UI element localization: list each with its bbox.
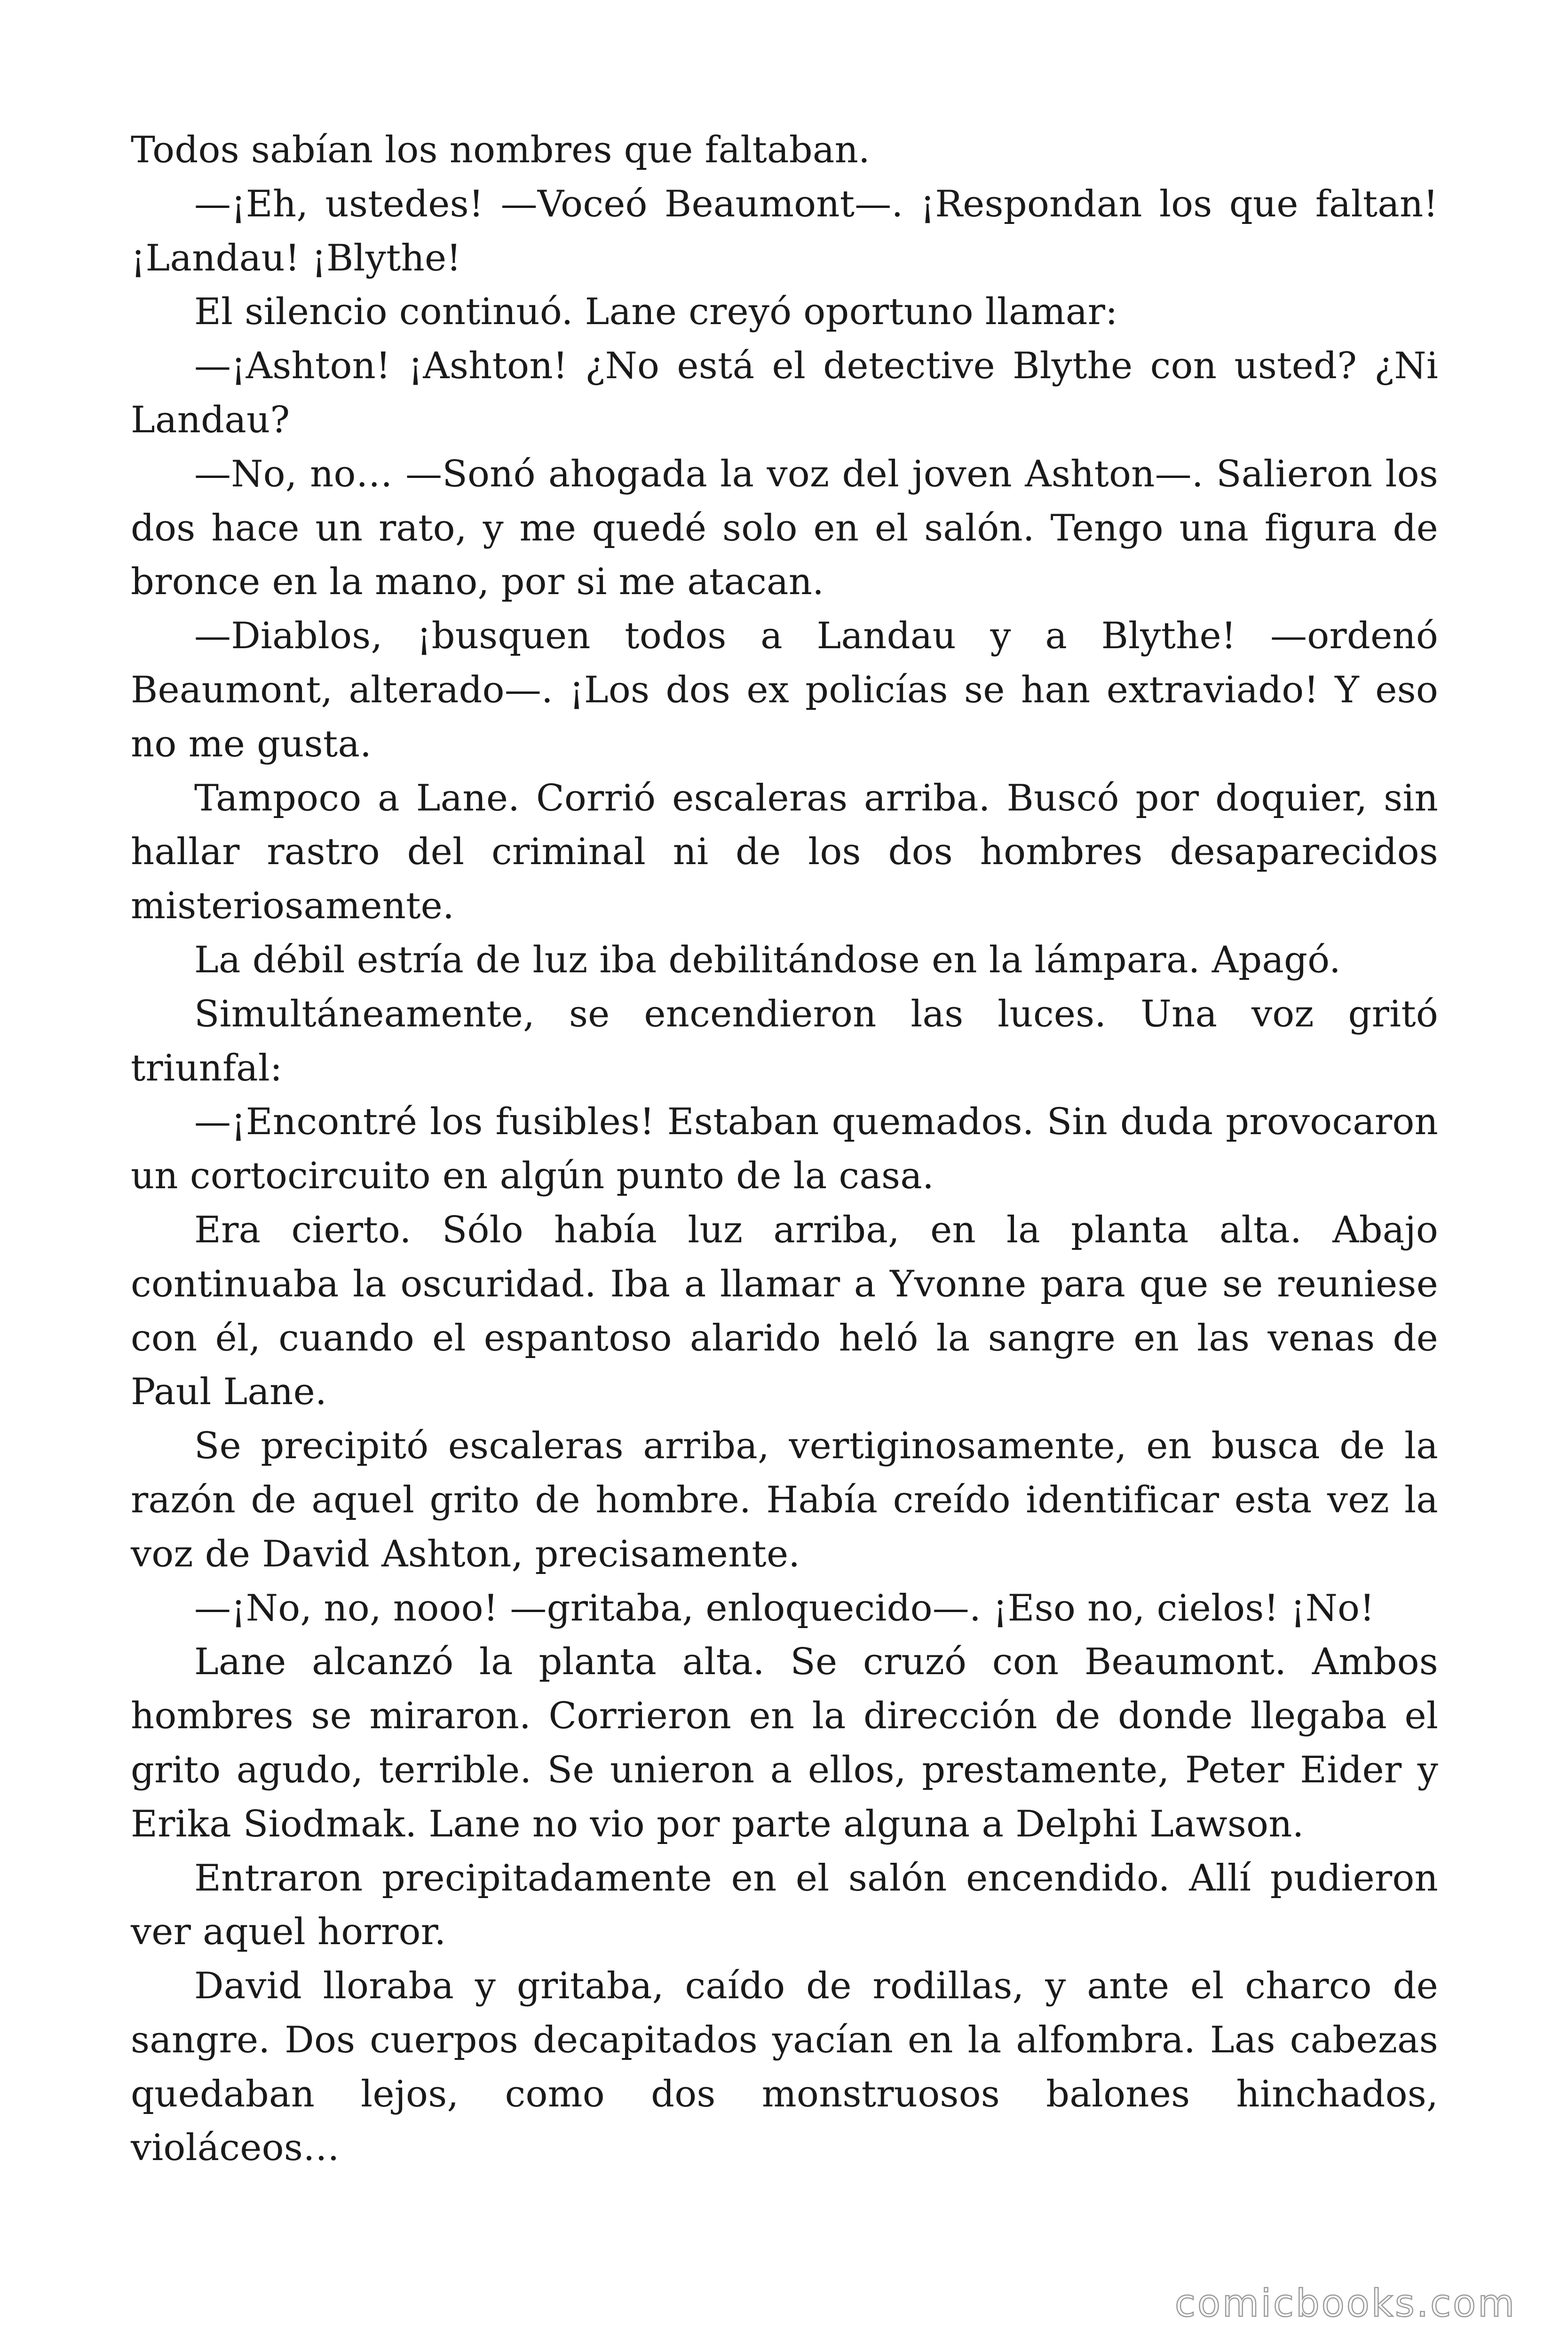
paragraph: Entraron precipitadamente en el salón encendido. Allí pudieron ver aquel horror. (131, 1857, 1438, 1954)
paragraph: David lloraba y gritaba, caído de rodillas, y ante el charco de sangre. Dos cuerpos decapitados yacían en la alfombra. Las cabezas quedaban lejos, como dos monstruosos balones hinchados, violáceos… (131, 1965, 1438, 2169)
paragraph: —¡Encontré los fusibles! Estaban quemados. Sin duda provocaron un cortocircuito en algún punto de la casa. (131, 1101, 1438, 1198)
paragraph: El silencio continuó. Lane creyó oportuno llamar: (194, 291, 1118, 334)
paragraph: —¡Ashton! ¡Ashton! ¿No está el detective Blythe con usted? ¿Ni Landau? (131, 345, 1438, 441)
watermark-text: comicbooks.com (1174, 2281, 1516, 2325)
paragraph: Lane alcanzó la planta alta. Se cruzó con Beaumont. Ambos hombres se miraron. Corrieron en la dirección de donde llegaba el grito agudo, terrible. Se unieron a ellos, prestamente, Peter Eider y Erika Siodmak. Lane no vio por parte alguna a Delphi Lawson. (131, 1641, 1438, 1845)
paragraph: Simultáneamente, se encendieron las luces. Una voz gritó triunfal: (131, 993, 1438, 1089)
book-page-text (131, 123, 1438, 2175)
paragraph: Todos sabían los nombres que faltaban. (131, 129, 871, 171)
paragraph: Era cierto. Sólo había luz arriba, en la planta alta. Abajo continuaba la oscuridad. Iba a llamar a Yvonne para que se reuniese con él, cuando el espantoso alarido heló la sangre en las venas de Paul Lane. (131, 1208, 1438, 1414)
paragraph: —Diablos, ¡busquen todos a Landau y a Blythe! —ordenó Beaumont, alterado—. ¡Los dos ex policías se han extraviado! Y eso no me gusta. (131, 615, 1438, 765)
paragraph: Tampoco a Lane. Corrió escaleras arriba. Buscó por doquier, sin hallar rastro del criminal ni de los dos hombres desaparecidos misteriosamente. (131, 777, 1438, 928)
paragraph: Se precipitó escaleras arriba, vertiginosamente, en busca de la razón de aquel grito de hombre. Había creído identificar esta vez la voz de David Ashton, precisamente. (131, 1425, 1438, 1575)
paragraph: —¡No, no, nooo! —gritaba, enloquecido—. ¡Eso no, cielos! ¡No! (194, 1587, 1375, 1629)
paragraph: —No, no… —Sonó ahogada la voz del joven Ashton—. Salieron los dos hace un rato, y me quedé solo en el salón. Tengo una figura de bronce en la mano, por si me atacan. (131, 453, 1438, 604)
paragraph: La débil estría de luz iba debilitándose en la lámpara. Apagó. (194, 938, 1341, 981)
paragraph: —¡Eh, ustedes! —Voceó Beaumont—. ¡Respondan los que faltan! ¡Landau! ¡Blythe! (131, 183, 1438, 279)
